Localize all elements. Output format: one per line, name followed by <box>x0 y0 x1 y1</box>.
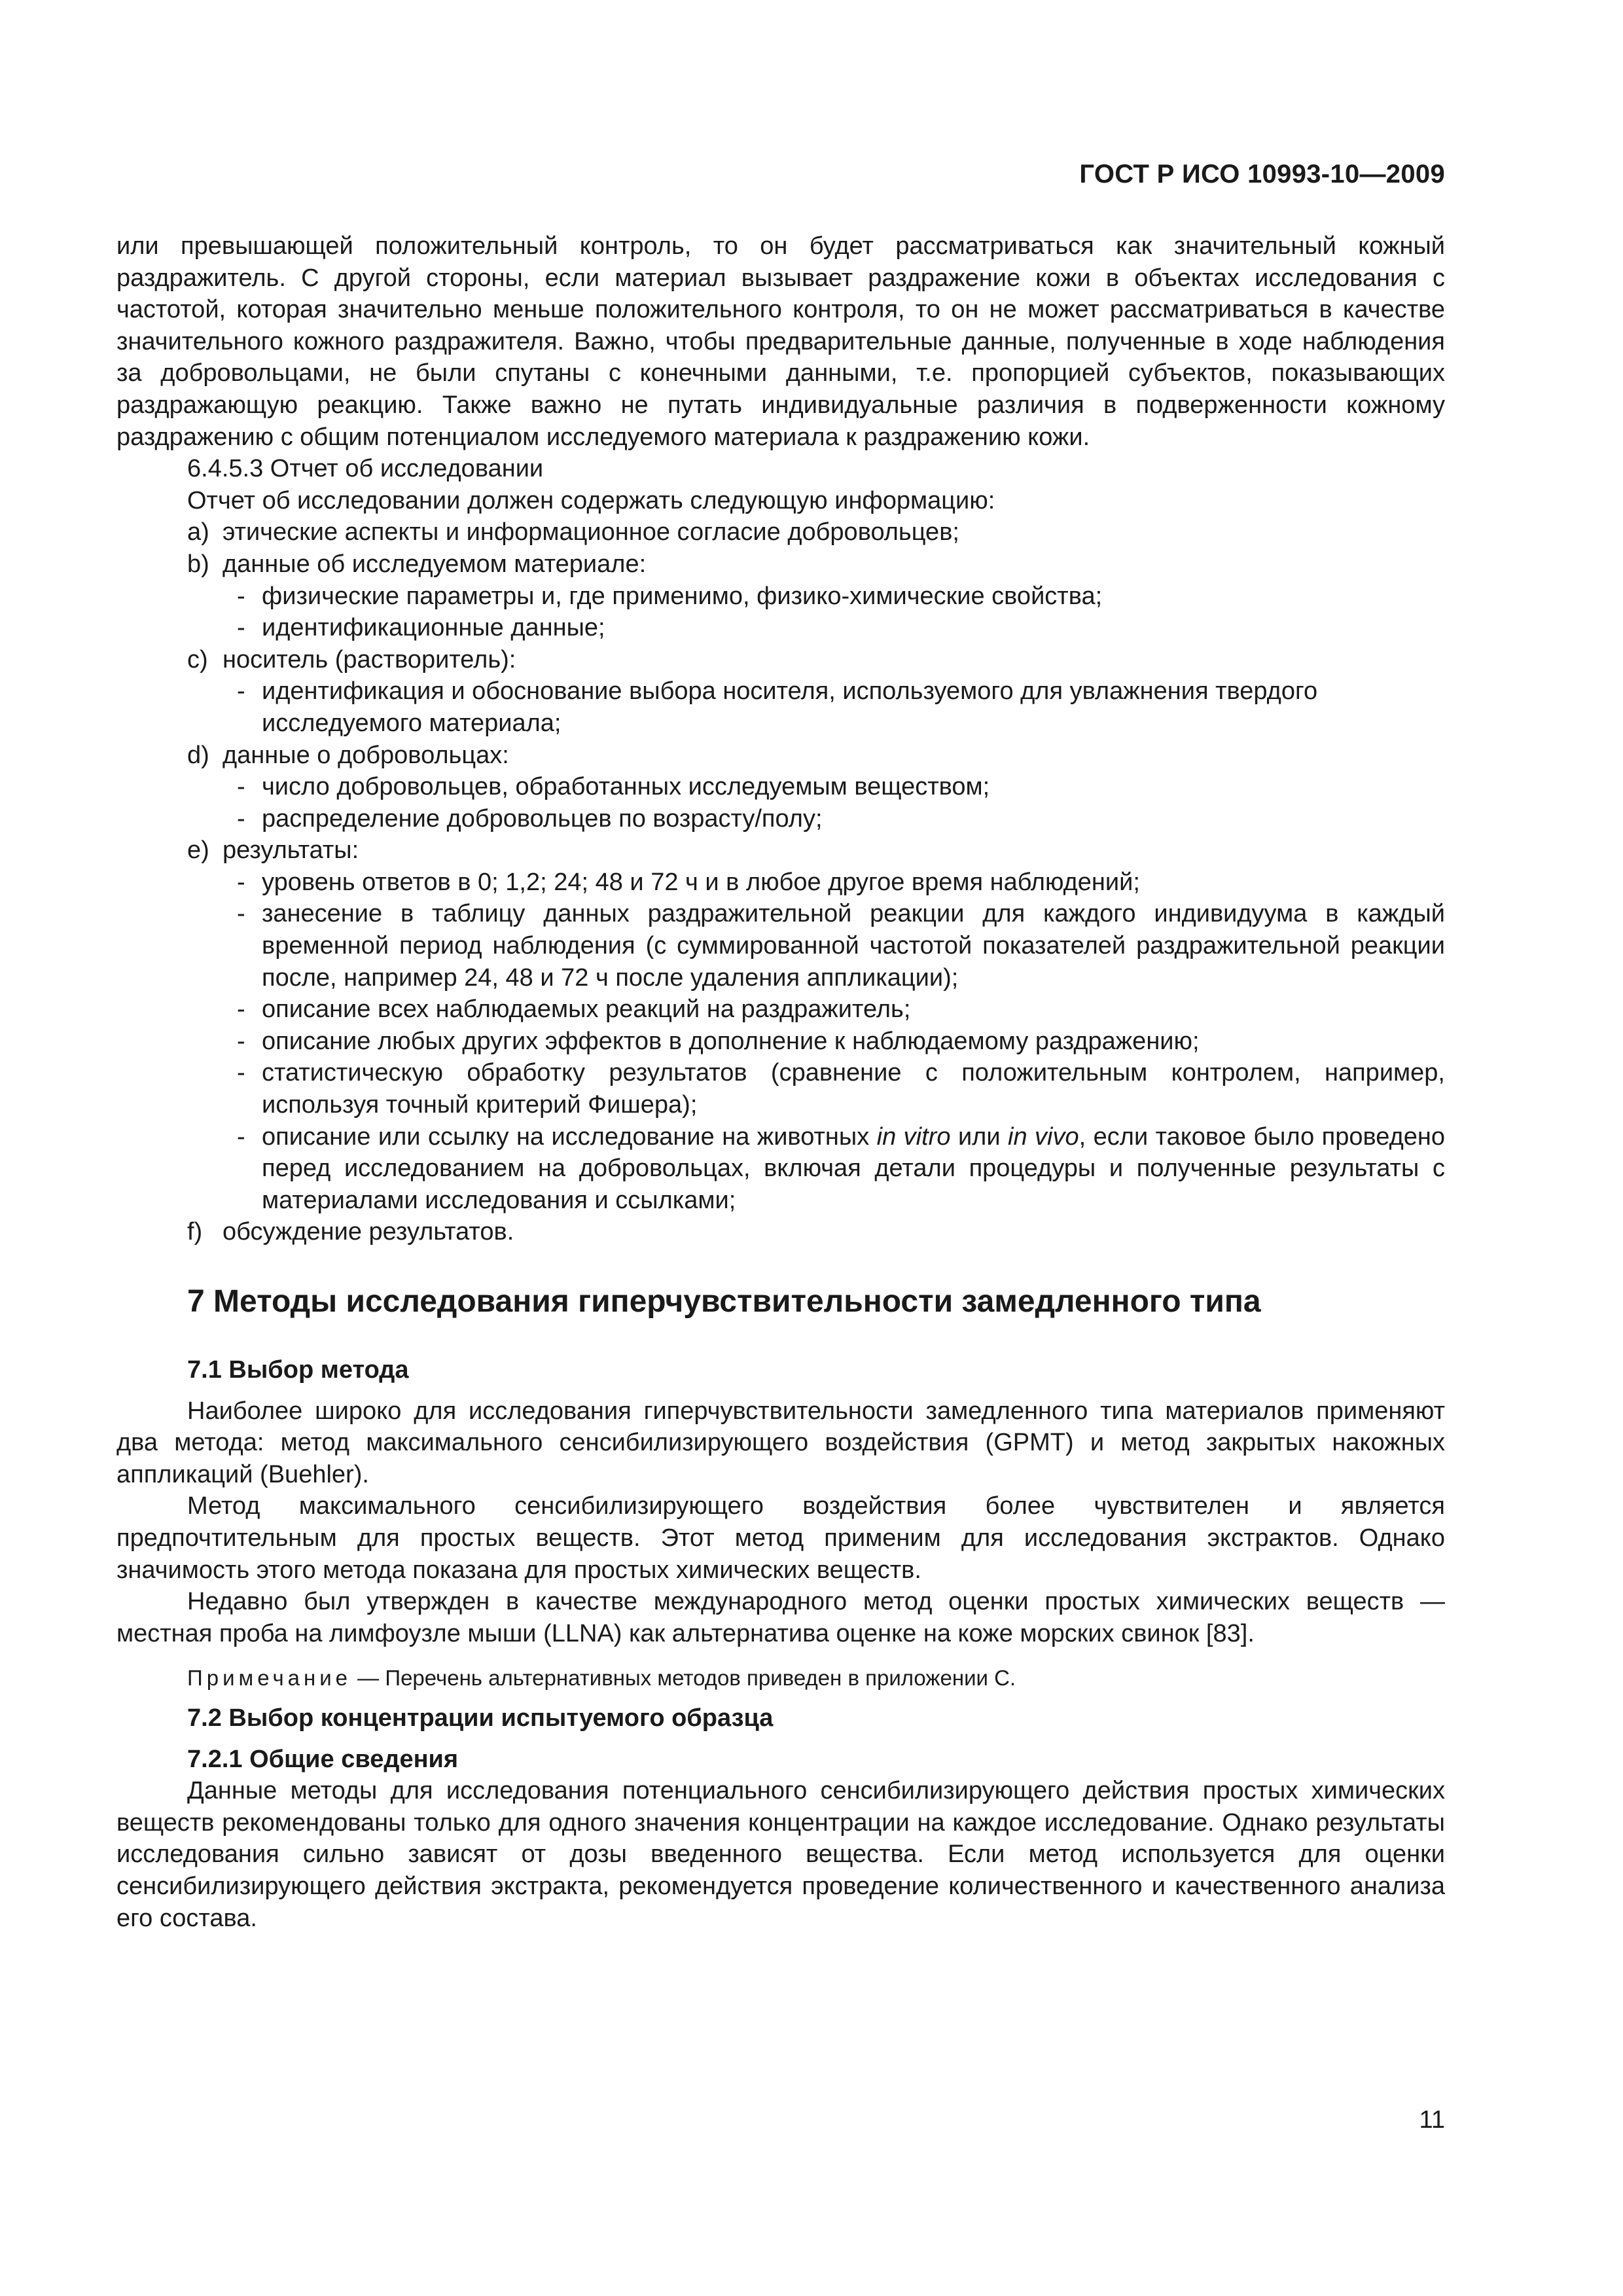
list-marker: a) <box>187 518 209 547</box>
list-item-text: обсуждение результатов. <box>223 1218 514 1246</box>
report-items-list <box>116 516 1445 1248</box>
list-marker: b) <box>187 550 209 578</box>
section-7-heading: 7 Методы исследования гиперчувствительности замедленного типа <box>187 1284 1261 1319</box>
sub-list-item: - физические параметры и, где применимо, физико-химические свойства; <box>237 582 1103 610</box>
standard-header: ГОСТ Р ИСО 10993-10—2009 <box>1079 160 1445 188</box>
sub-list-item: - распределение добровольцев по возрасту/полу; <box>237 804 823 833</box>
page-number: 11 <box>1419 2106 1445 2134</box>
list-item-c <box>116 644 1445 740</box>
list-item-text: результаты: <box>223 836 359 865</box>
sub-list-item: - занесение в таблицу данных раздражительной реакции для каждого индивидуума в каждый временной период наблюдения (с суммированной частотой показателей раздражительной реакции после, например 24, 48 и 72 ч после удаления аппликации); <box>237 900 1445 992</box>
list-marker: c) <box>187 645 208 673</box>
section-7-1-heading: 7.1 Выбор метода <box>187 1356 409 1384</box>
list-marker: d) <box>187 741 209 769</box>
list-item-text: данные о добровольцах: <box>223 741 509 769</box>
sub-list <box>223 771 1445 834</box>
sub-list-item: - описание всех наблюдаемых реакций на раздражитель; <box>237 996 911 1024</box>
section-7-2-heading: 7.2 Выбор концентрации испытуемого образца <box>187 1704 774 1732</box>
list-item-b <box>116 548 1445 644</box>
report-lead-text: Отчет об исследовании должен содержать следующую информацию: <box>187 486 995 514</box>
section-7-2-1-paragraph: Данные методы для исследования потенциального сенсибилизирующего действия простых химических веществ рекомендованы только для одного значения концентрации на каждое исследование. Однако результаты исследования сильно зависят от дозы введенного вещества. Если метод используется для оценки сенсибилизирующего действия экстракта, рекомендуется проведение количественного и качественного анализа его состава. <box>116 1777 1445 1932</box>
page-content <box>116 230 1445 1934</box>
list-item-text: носитель (растворитель): <box>223 645 516 673</box>
sub-list-item: - идентификация и обоснование выбора носителя, используемого для увлажнения твердого исследуемого материала; <box>237 677 1318 737</box>
sub-list-item: - описание или ссылку на исследование на животных in vitro или in vivo, если таковое было проведено перед исследованием на добровольцах, включая детали процедуры и полученные результаты с материалами исследования и ссылками; <box>237 1122 1446 1214</box>
note <box>116 1662 1445 1695</box>
list-item-text: этические аспекты и информационное согласие добровольцев; <box>223 518 959 547</box>
list-item-a <box>116 516 1445 548</box>
note-text: — Перечень альтернативных методов приведен в приложении С. <box>351 1666 1016 1691</box>
italic-term: in vitro <box>876 1122 951 1151</box>
section-7-2-1-heading: 7.2.1 Общие сведения <box>187 1745 459 1773</box>
note-label: Примечание <box>187 1666 352 1691</box>
list-item-f <box>116 1216 1445 1248</box>
section-7-1-paragraph-1: Наиболее широко для исследования гиперчувствительности замедленного типа материалов применяют два метода: метод максимального сенсибилизирующего воздействия (GPMT) и метод закрытых накожных аппликаций (Buehler). <box>116 1397 1445 1488</box>
section-7-1-paragraph-3: Недавно был утвержден в качестве международного метод оценки простых химических веществ — местная проба на лимфоузле мыши (LLNA) как альтернатива оценке на коже морских свинок [83]. <box>116 1588 1445 1647</box>
italic-term: in vivo <box>1008 1122 1079 1151</box>
sub-list-item: - статистическую обработку результатов (сравнение с положительным контролем, например, используя точный критерий Фишера); <box>237 1059 1445 1119</box>
section-6-4-5-3-title: 6.4.5.3 Отчет об исследовании <box>187 455 544 483</box>
intro-paragraph: или превышающей положительный контроль, то он будет рассматриваться как значительный кожный раздражитель. С другой стороны, если материал вызывает раздражение кожи в объектах исследования с частотой, которая значительно меньше положительного контроля, то он не может рассматриваться в качестве значительного кожного раздражителя. Важно, чтобы предварительные данные, полученные в ходе наблюдения за добровольцами, не были спутаны с конечными данными, т.е. пропорцией субъектов, показывающих раздражающую реакцию. Также важно не путать индивидуальные различия в подверженности кожному раздражению с общим потенциалом исследуемого материала к раздражению кожи. <box>116 232 1445 451</box>
sub-list <box>223 867 1445 1217</box>
list-item-d <box>116 740 1445 835</box>
sub-list-item: - число добровольцев, обработанных исследуемым веществом; <box>237 773 990 801</box>
section-7-1-paragraph-2: Метод максимального сенсибилизирующего воздействия более чувствителен и является предпочтительным для простых веществ. Этот метод применим для исследования экстрактов. Однако значимость этого метода показана для простых химических веществ. <box>116 1492 1445 1584</box>
list-item-e <box>116 834 1445 1216</box>
list-item-text: данные об исследуемом материале: <box>223 550 647 578</box>
sub-list-item: - идентификационные данные; <box>237 614 605 642</box>
sub-list-item: - описание любых других эффектов в дополнение к наблюдаемому раздражению; <box>237 1027 1200 1055</box>
sub-list <box>223 675 1445 739</box>
list-marker: e) <box>187 836 209 865</box>
sub-list <box>223 581 1445 644</box>
sub-list-item: - уровень ответов в 0; 1,2; 24; 48 и 72 ч и в любое другое время наблюдений; <box>237 868 1140 896</box>
list-marker: f) <box>187 1218 203 1246</box>
